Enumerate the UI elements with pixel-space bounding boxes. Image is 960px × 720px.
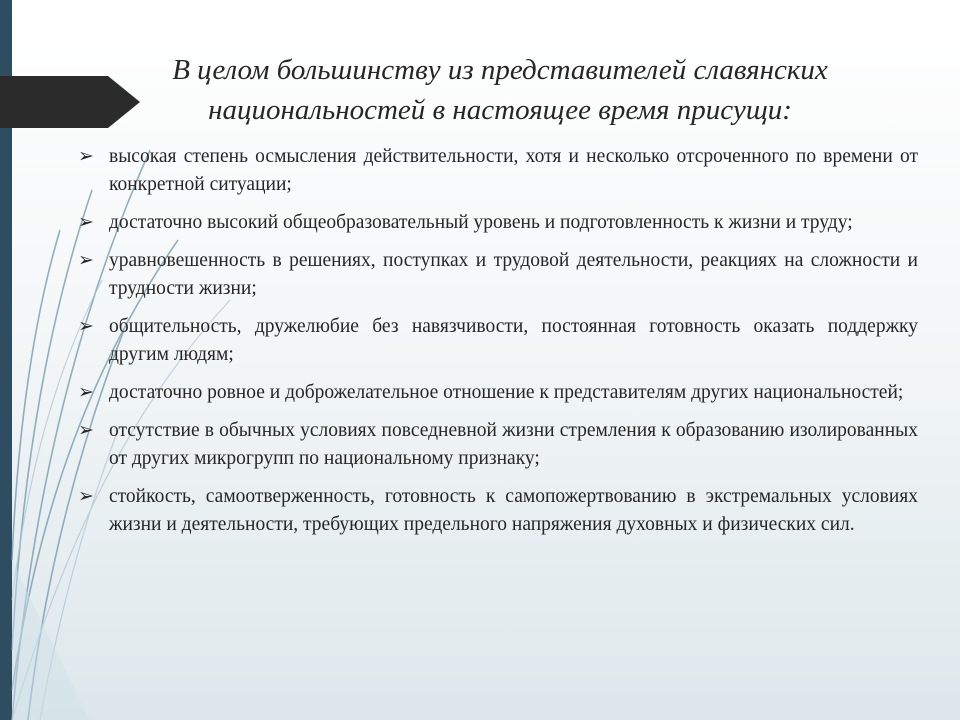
list-item bbox=[78, 379, 918, 407]
arrow-bullet-icon: ➢ bbox=[78, 486, 94, 507]
list-item bbox=[78, 417, 918, 473]
bullet-text: общительность, дружелюбие без навязчивости, постоянная готовность оказать поддержку другим людям; bbox=[109, 316, 918, 365]
bullet-text: уравновешенность в решениях, поступках и трудовой деятельности, реакциях на сложности и трудности жизни; bbox=[109, 250, 918, 299]
list-item bbox=[78, 247, 918, 303]
arrow-bullet-icon: ➢ bbox=[78, 316, 94, 337]
arrow-bullet-icon: ➢ bbox=[78, 212, 94, 233]
slide-title: В целом большинству из представителей славянских национальностей в настоящее время присущи: bbox=[172, 54, 828, 126]
bullet-text: стойкость, самоотверженность, готовность к самопожертвованию в экстремальных условиях жизни и деятельности, требующих предельного напряжения духовных и физических сил. bbox=[109, 486, 918, 535]
list-item bbox=[78, 483, 918, 539]
list-item bbox=[78, 313, 918, 369]
bullet-text: достаточно высокий общеобразовательный уровень и подготовленность к жизни и труду; bbox=[109, 212, 853, 233]
arrow-bullet-icon: ➢ bbox=[78, 420, 94, 441]
arrow-bullet-icon: ➢ bbox=[78, 250, 94, 271]
bullet-list bbox=[78, 143, 918, 549]
bullet-text: достаточно ровное и доброжелательное отношение к представителям других национальностей; bbox=[109, 382, 904, 403]
arrow-bullet-icon: ➢ bbox=[78, 146, 94, 167]
arrow-bullet-icon: ➢ bbox=[78, 382, 94, 403]
bullet-text: высокая степень осмысления действительности, хотя и несколько отсроченного по времени от конкретной ситуации; bbox=[109, 146, 918, 195]
list-item bbox=[78, 209, 918, 237]
list-item bbox=[78, 143, 918, 199]
bullet-text: отсутствие в обычных условиях повседневной жизни стремления к образованию изолированных от других микрогрупп по национальному признаку; bbox=[109, 420, 918, 469]
